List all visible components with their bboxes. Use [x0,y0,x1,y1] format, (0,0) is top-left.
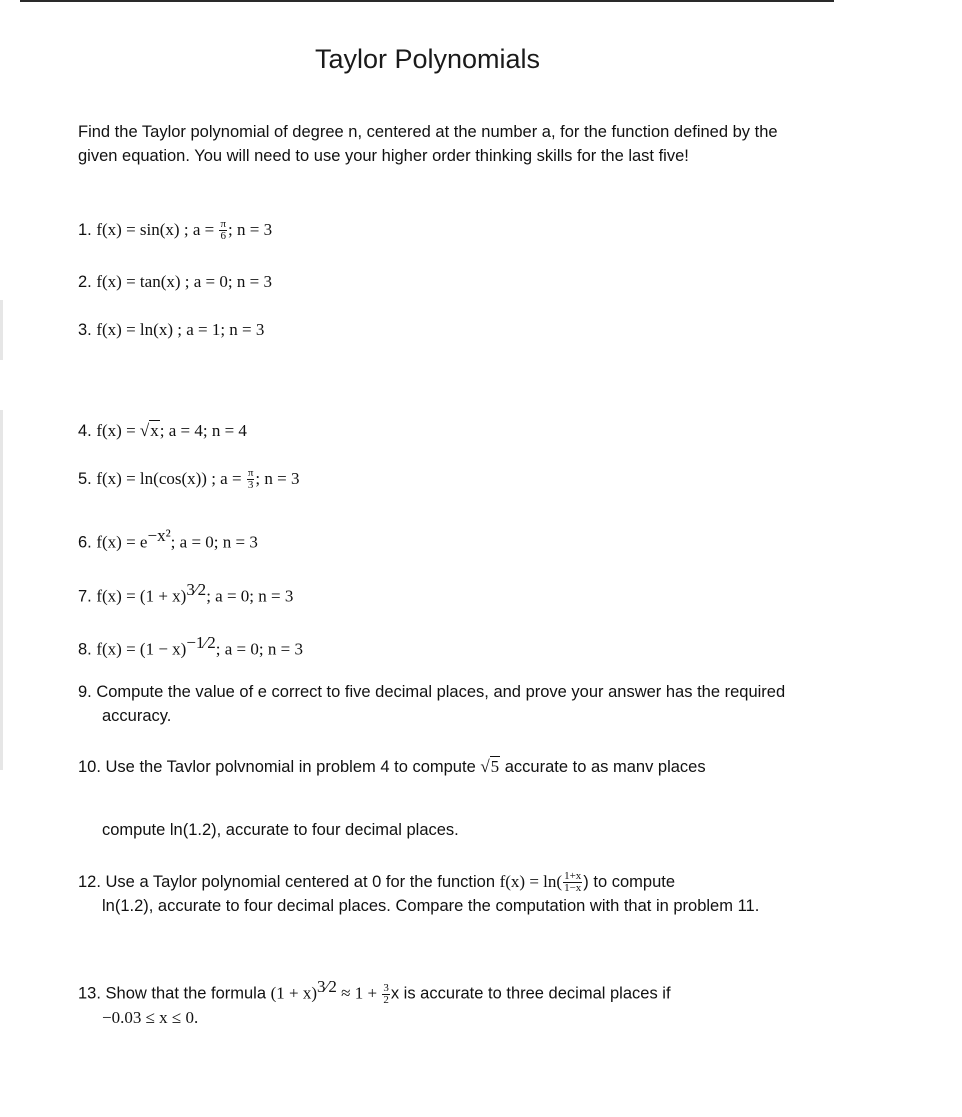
function-expr: f(x) = ln( [499,872,563,891]
problem-tail: ; n = 3 [255,469,300,488]
denominator: 6 [220,230,226,243]
denominator: 3 [247,479,254,492]
problem-1 [78,218,272,242]
problem-number: 7. [78,587,92,606]
problem-2 [78,270,272,294]
exponent: 3⁄2 [317,977,337,996]
denominator: 1−x [564,882,582,895]
numerator: π [247,467,254,480]
problem-number: 6. [78,533,92,552]
problem-8 [78,631,303,662]
problem-13 [78,975,778,1030]
exponent: 3⁄2 [186,580,207,599]
problem-10: 10. Use the Tavlor polvnomial in problem 4 to compute √5 accurate to as manv places [78,757,706,776]
exponent: −1⁄2 [186,633,216,652]
top-rule [20,0,834,2]
problem-11-fragment: compute ln(1.2), accurate to four decimal places. [102,821,459,839]
problem-text: 10. Use the Tavlor polvnomial in problem 4 to compute [78,758,481,776]
fraction [563,871,582,894]
page-title: Taylor Polynomials [314,44,541,74]
problem-number: 1. [78,221,92,239]
denominator: 2 [383,993,389,1006]
problem-expr: f(x) = sin(x) ; a = [96,220,219,239]
problem-expr: f(x) = (1 − x) [96,639,187,659]
problem-5 [78,467,299,491]
problem-6 [78,524,258,555]
problem-number: 8. [78,640,92,659]
page-edge [0,300,3,360]
exponent: −x² [147,526,171,545]
formula-base: (1 + x) [270,983,318,1003]
radicand: 5 [490,757,500,776]
radicand: x [150,421,159,440]
problem-text: 13. Show that the formula [78,984,271,1003]
problem-expr: f(x) = ln(x) ; a = 1; n = 3 [96,320,265,339]
problem-number: 2. [78,273,92,291]
problem-text: 12. Use a Taylor polynomial centered at 0 for the function [78,873,500,891]
numerator: 1+x [564,870,582,883]
numerator: 3 [383,981,389,994]
instructions: Find the Taylor polynomial of degree n, centered at the number a, for the function defined by the given equation. You will need to use your higher order thinking skills for the last five! [78,123,778,165]
problem-12 [78,870,778,918]
numerator: π [220,218,227,231]
problem-tail: accurate to as manv places [500,758,706,776]
problem-expr: f(x) = tan(x) ; a = 0; n = 3 [96,272,272,291]
fraction [219,219,227,242]
problem-expr: f(x) = √ [96,421,150,440]
problem-3 [78,318,264,342]
problem-expr: f(x) = ln(cos(x)) ; a = [96,469,246,488]
problem-text-rest: −0.03 ≤ x ≤ 0. [102,1007,199,1027]
problem-4 [78,419,247,443]
problem-number: 4. [78,422,92,440]
problem-7 [78,578,293,609]
problem-text-mid: x is accurate to three decimal places if [390,984,671,1003]
fraction [382,983,390,1006]
fraction [247,468,255,491]
approx: ≈ 1 + [336,983,382,1003]
problem-text-mid: ) to compute [583,873,676,891]
problem-expr: f(x) = e [96,532,148,552]
problem-number: 3. [78,321,92,339]
problem-tail: ; a = 4; n = 4 [159,421,247,440]
problem-expr: f(x) = (1 + x) [96,586,187,606]
problem-tail: ; a = 0; n = 3 [170,532,258,552]
problem-number: 5. [78,470,92,488]
page-edge [0,410,3,770]
problem-text-rest: ln(1.2), accurate to four decimal places. Compare the computation with that in problem 11. [102,897,760,916]
problem-tail: ; a = 0; n = 3 [206,586,294,606]
problem-tail: ; n = 3 [228,220,273,239]
problem-tail: ; a = 0; n = 3 [215,639,303,659]
problem-9: 9. Compute the value of e correct to five decimal places, and prove your answer has the required accuracy. [78,683,786,725]
